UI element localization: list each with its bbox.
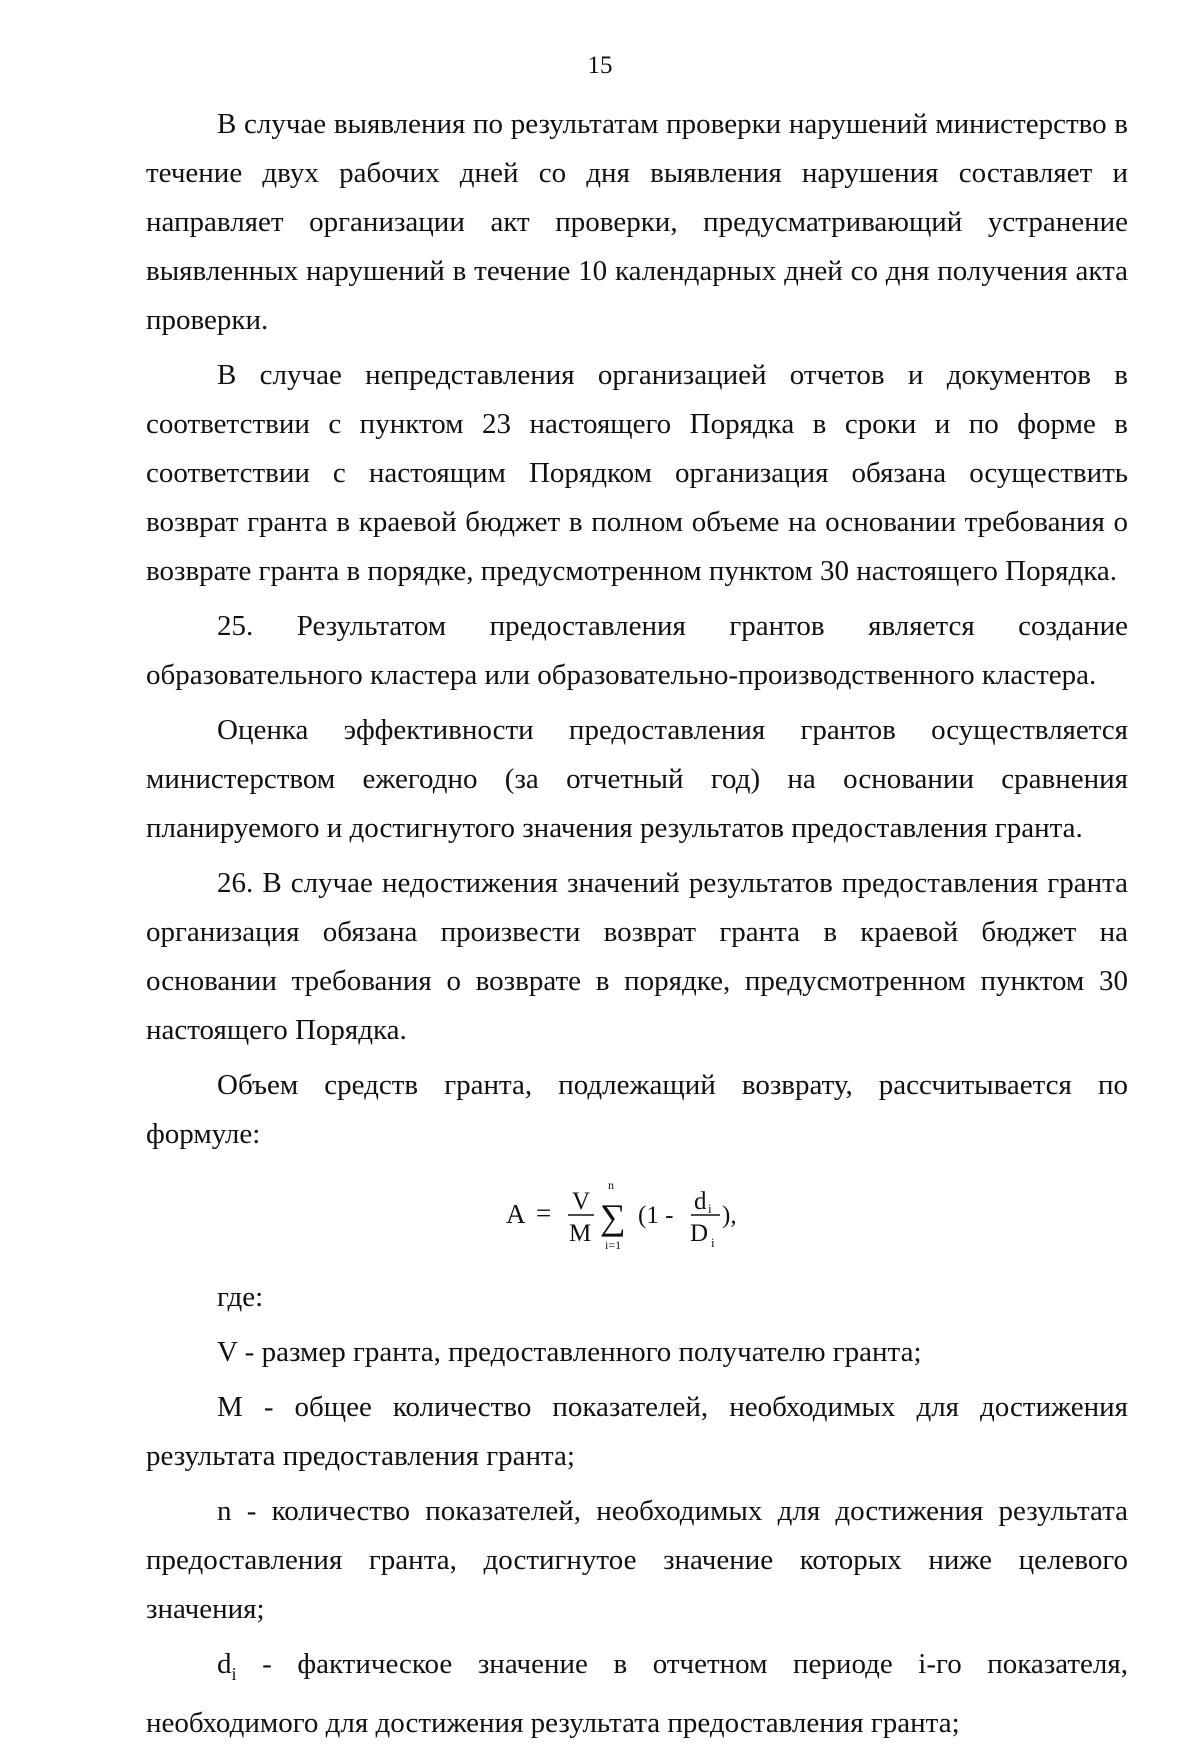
formula-open: (1 - (638, 1202, 674, 1229)
formula-numerator: V (572, 1188, 591, 1215)
formula-frac-den: D (690, 1220, 709, 1247)
formula-frac-num-sub: i (708, 1201, 712, 1216)
formula-close: ), (722, 1202, 737, 1229)
formula-frac-den-sub: i (711, 1235, 715, 1250)
where-label: где: (217, 1281, 264, 1313)
formula-sum-bottom: i=1 (605, 1238, 622, 1252)
paragraph: Оценка эффективности предоставления грантов осуществляется министерством ежегодно (за отчетный год) на основании сравнения планируемого и достигнутого значения результатов предоставления гранта. (146, 714, 1128, 844)
paragraph: В случае выявления по результатам проверки нарушений министерство в течение двух рабочих дней со дня выявления нарушения составляет и направляет организации акт проверки, предусматривающий устранение выявленных нарушений в течение 10 календарных дней со дня получения акта проверки. (146, 108, 1128, 336)
formula-lhs: A (506, 1199, 526, 1229)
definition-v: V - размер гранта, предоставленного получателю гранта; (217, 1336, 922, 1368)
formula-frac-num: d (694, 1188, 707, 1215)
formula-sum-top: n (608, 1178, 614, 1192)
definition-d: $d_i$ - фактическое значение в отчетном периоде i-го показателя, необходимого для достижения результата предоставления гранта; (146, 1648, 1128, 1739)
paragraph: В случае непредставления организацией отчетов и документов в соответствии с пунктом 23 настоящего Порядка в сроки и по форме в соответствии с настоящим Порядком организация обязана осуществить возврат гранта в краевой бюджет в полном объеме на основании требования о возврате гранта в порядке, предусмотренном пунктом 30 настоящего Порядка. (146, 359, 1128, 587)
definition-n: n - количество показателей, необходимых для достижения результата предоставления гранта, достигнутое значение которых ниже целевого значения; (146, 1495, 1128, 1625)
definition-m: M - общее количество показателей, необходимых для достижения результата предоставления гранта; (146, 1391, 1128, 1472)
page-number: 15 (587, 52, 613, 79)
grant-return-formula (506, 1171, 806, 1263)
paragraph: 26. В случае недостижения значений результатов предоставления гранта организация обязана произвести возврат гранта в краевой бюджет на основании требования о возврате в порядке, предусмотренном пунктом 30 настоящего Порядка. (146, 867, 1128, 1046)
document-body (146, 100, 1128, 1748)
formula-denominator: M (569, 1220, 592, 1247)
paragraph: Объем средств гранта, подлежащий возврату, рассчитывается по формуле: (146, 1069, 1128, 1150)
formula-equals: = (536, 1198, 552, 1228)
paragraph: 25. Результатом предоставления грантов является создание образовательного кластера или образовательно-производственного кластера. (146, 610, 1128, 691)
formula-block (146, 1171, 1128, 1263)
sum-symbol-icon: ∑ (600, 1197, 626, 1237)
